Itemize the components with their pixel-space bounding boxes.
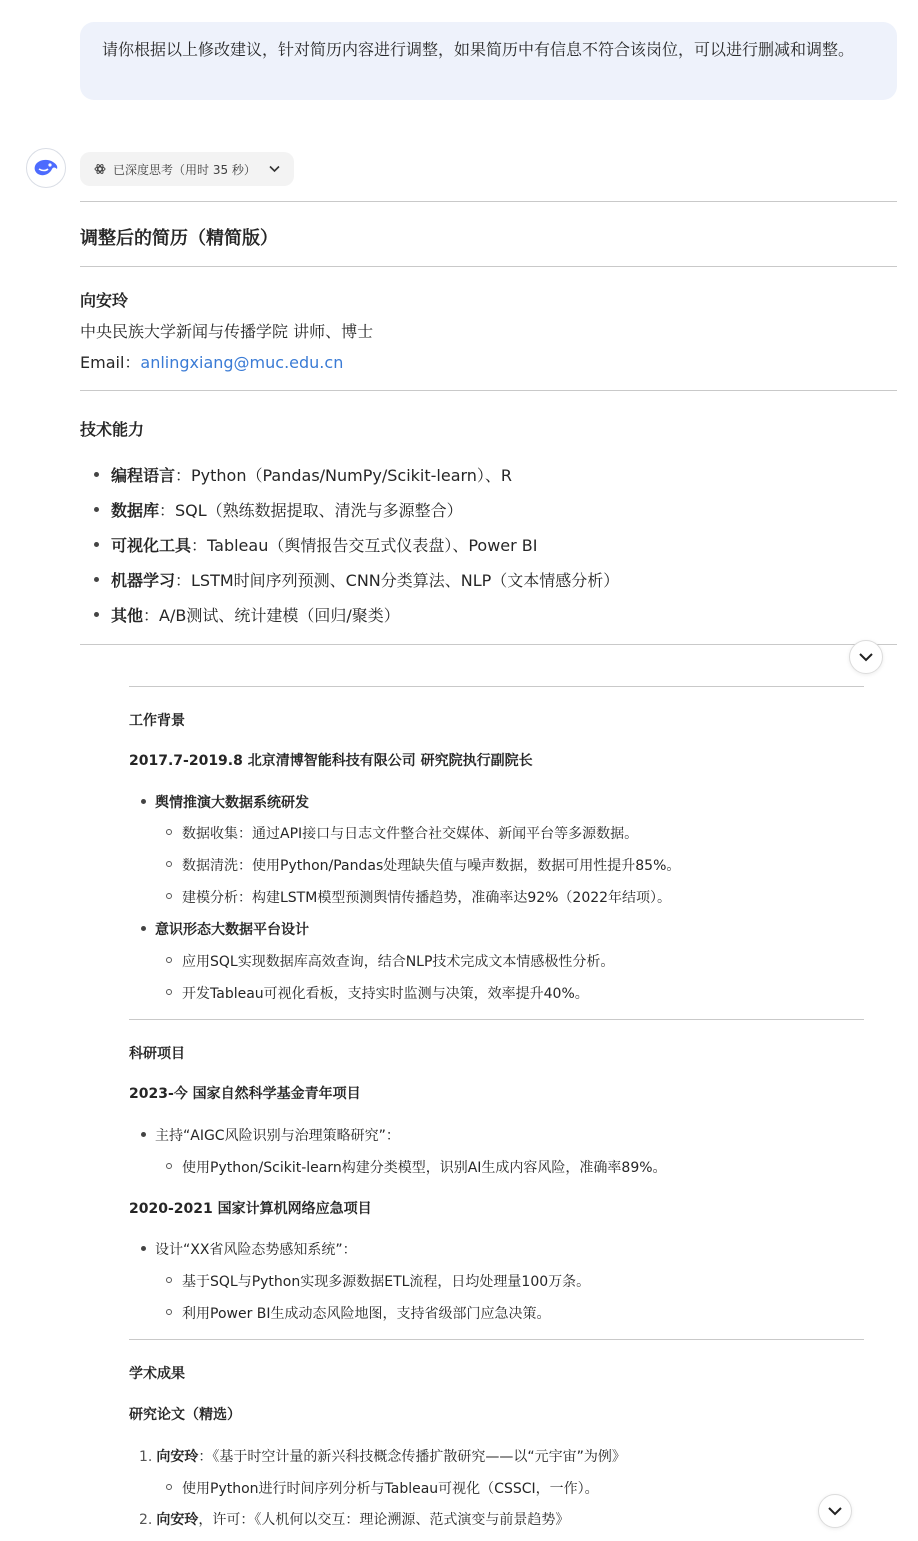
- email-link[interactable]: anlingxiang@muc.edu.cn: [140, 353, 344, 372]
- work-heading: 工作背景: [129, 713, 185, 729]
- profile-email-line: [80, 350, 343, 373]
- research-title: 2023-今 国家自然科学基金青年项目: [129, 1086, 361, 1102]
- academic-heading: 学术成果: [129, 1366, 185, 1382]
- work-detail: 数据收集：通过API接口与日志文件整合社交媒体、新闻平台等多源数据。: [166, 823, 638, 843]
- atom-icon: [94, 163, 106, 175]
- work-detail: 数据清洗：使用Python/Pandas处理缺失值与噪声数据，数据可用性提升85%。: [166, 855, 680, 875]
- work-project: 意识形态大数据平台设计: [141, 919, 309, 939]
- chevron-down-icon: [827, 1506, 843, 1516]
- research-point: 主持“AIGC风险识别与治理策略研究”：: [141, 1125, 400, 1145]
- skill-item: 数据库：SQL（熟练数据提取、清洗与多源整合）: [94, 498, 463, 521]
- skill-item: 编程语言：Python（Pandas/NumPy/Scikit-learn）、R: [94, 463, 512, 486]
- whale-logo-icon: [33, 157, 59, 179]
- skill-item: 其他：A/B测试、统计建模（回归/聚类）: [94, 603, 400, 626]
- research-detail: 使用Python/Scikit-learn构建分类模型，识别AI生成内容风险，准确率89%。: [166, 1157, 667, 1177]
- divider: [80, 201, 897, 202]
- divider: [129, 1019, 864, 1020]
- divider: [129, 686, 864, 687]
- profile-name: 向安玲: [80, 291, 129, 310]
- divider: [80, 390, 897, 391]
- divider: [80, 266, 897, 267]
- deep-think-label: 已深度思考（用时 35 秒）: [113, 162, 256, 177]
- skill-item: 可视化工具：Tableau（舆情报告交互式仪表盘）、Power BI: [94, 533, 538, 556]
- research-heading: 科研项目: [129, 1046, 185, 1062]
- research-point: 设计“XX省风险态势感知系统”：: [141, 1239, 357, 1259]
- divider: [129, 1339, 864, 1340]
- work-project: 舆情推演大数据系统研发: [141, 792, 309, 812]
- chevron-down-icon: [269, 165, 280, 173]
- research-detail: 基于SQL与Python实现多源数据ETL流程，日均处理量100万条。: [166, 1271, 590, 1291]
- scroll-to-bottom-button[interactable]: [818, 1494, 852, 1528]
- skills-heading: 技术能力: [80, 420, 145, 439]
- work-detail: 开发Tableau可视化看板，支持实时监测与决策，效率提升40%。: [166, 983, 589, 1003]
- resume-title: 调整后的简历（精简版）: [80, 228, 278, 249]
- user-message-bubble: [80, 22, 897, 100]
- email-label: Email：: [80, 353, 141, 372]
- skill-item: 机器学习：LSTM时间序列预测、CNN分类算法、NLP（文本情感分析）: [94, 568, 619, 591]
- chevron-down-icon: [858, 652, 874, 662]
- user-message-text: 请你根据以上修改建议，针对简历内容进行调整，如果简历中有信息不符合该岗位，可以进行删减和调整。: [102, 40, 855, 59]
- job-title: 2017.7-2019.8 北京清博智能科技有限公司 研究院执行副院长: [129, 753, 533, 769]
- papers-subheading: 研究论文（精选）: [129, 1407, 241, 1423]
- profile-affiliation: 中央民族大学新闻与传播学院 讲师、博士: [80, 322, 374, 341]
- work-detail: 建模分析：构建LSTM模型预测舆情传播趋势，准确率达92%（2022年结项）。: [166, 887, 671, 907]
- paper-item: 2. 向安玲，许可：《人机何以交互：理论溯源、范式演变与前景趋势》: [139, 1512, 570, 1528]
- work-detail: 应用SQL实现数据库高效查询，结合NLP技术完成文本情感极性分析。: [166, 951, 614, 971]
- research-title: 2020-2021 国家计算机网络应急项目: [129, 1201, 372, 1217]
- paper-note: 使用Python进行时间序列分析与Tableau可视化（CSSCI，一作）。: [166, 1478, 599, 1498]
- assistant-avatar: [26, 148, 66, 188]
- scroll-down-button[interactable]: [849, 640, 883, 674]
- paper-item: 1. 向安玲：《基于时空计量的新兴科技概念传播扩散研究——以“元宇宙”为例》: [139, 1449, 626, 1465]
- research-detail: 利用Power BI生成动态风险地图，支持省级部门应急决策。: [166, 1303, 551, 1323]
- deep-think-toggle[interactable]: [80, 152, 294, 186]
- divider: [80, 644, 897, 645]
